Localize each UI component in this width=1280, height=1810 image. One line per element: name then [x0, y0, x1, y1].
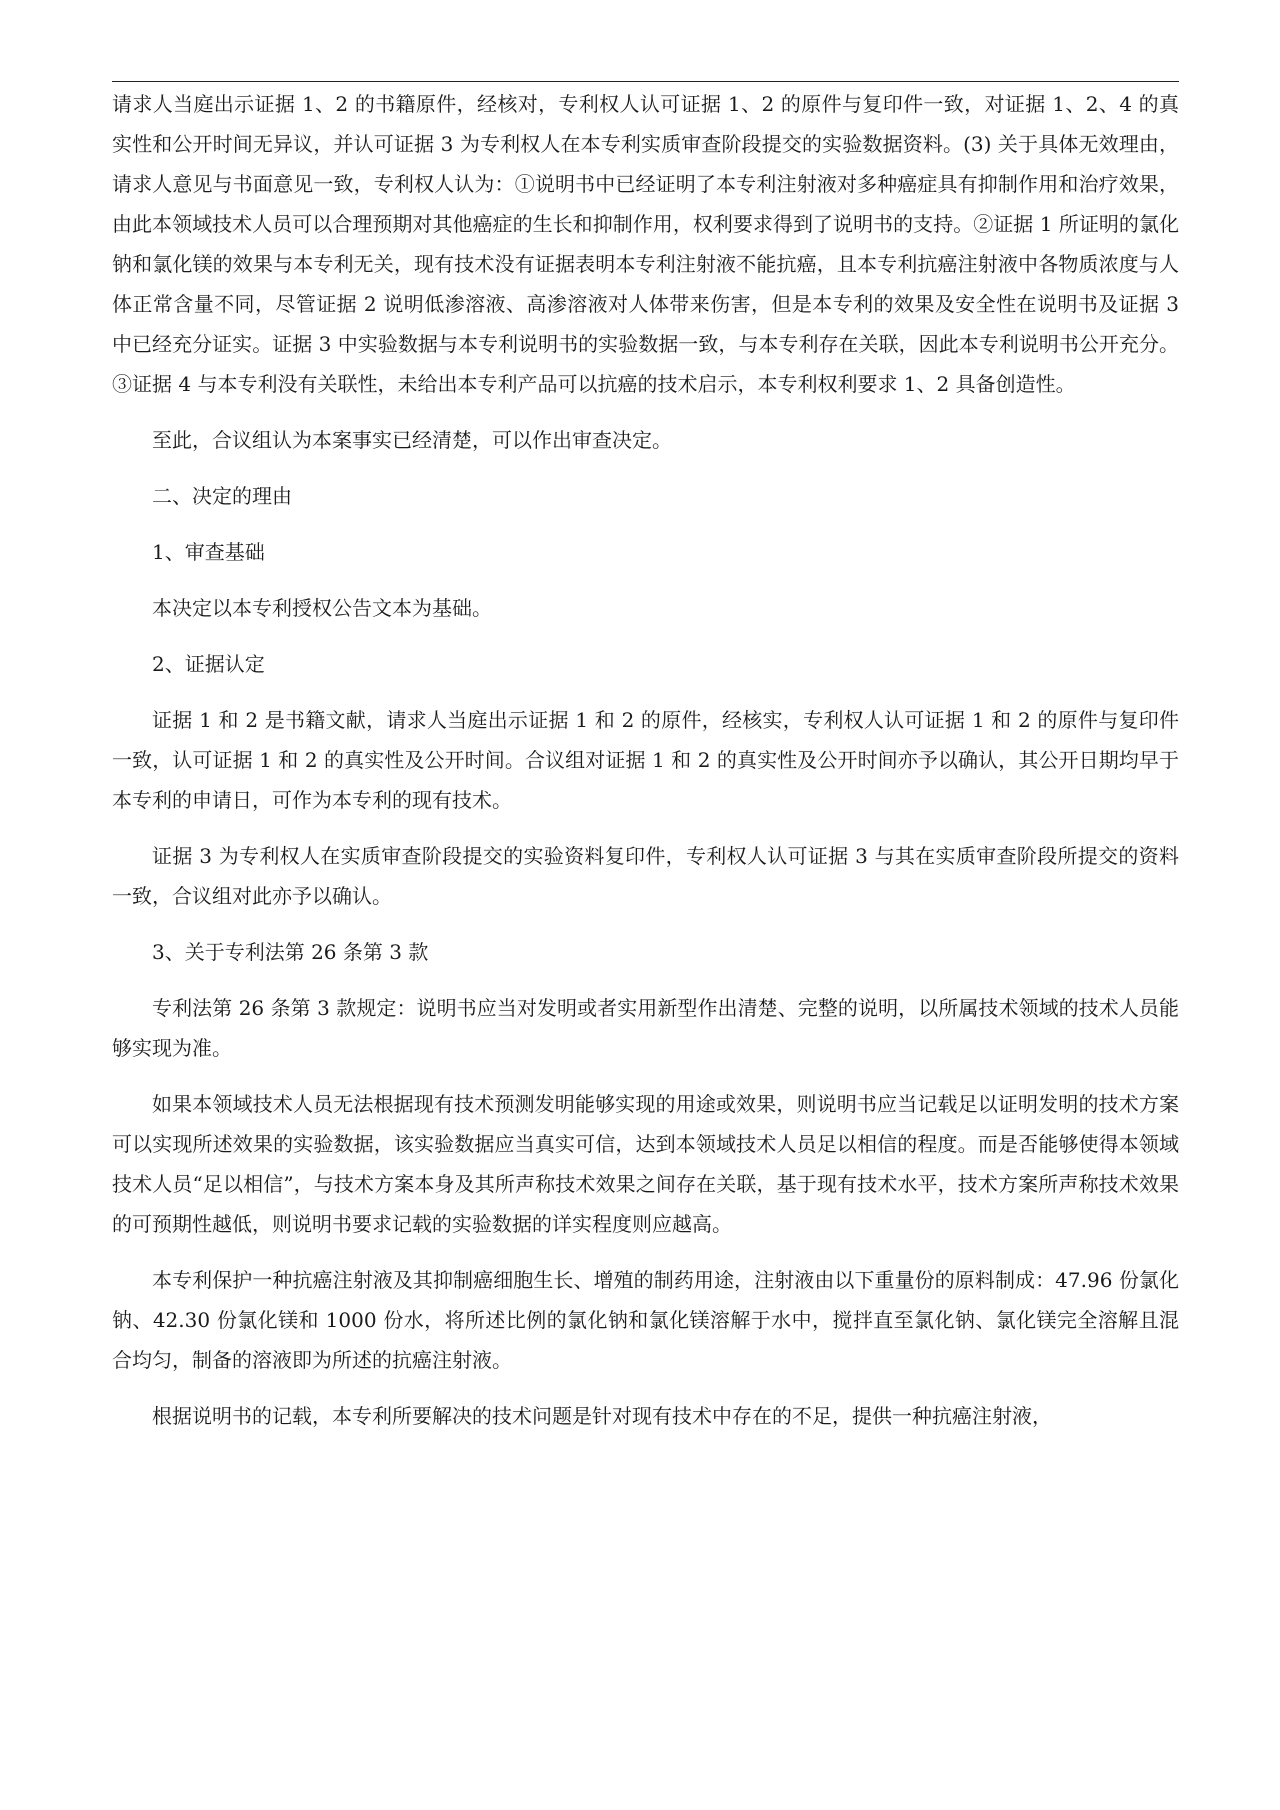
paragraph-continuation: 请求人当庭出示证据 1、2 的书籍原件，经核对，专利权人认可证据 1、2 的原件与复印件一致，对证据 1、2、4 的真实性和公开时间无异议，并认可证据 3 为专利权人在本专利实质审查阶段提交的实验数据资料。(3) 关于具体无效理由，请求人意见与书面意见一致，专利权人认为：①说明书中已经证明了本专利注射液对多种癌症具有抑制作用和治疗效果，由此本领域技术人员可以合理预期对其他癌症的生长和抑制作用，权利要求得到了说明书的支持。②证据 1 所证明的氯化钠和氯化镁的效果与本专利无关，现有技术没有证据表明本专利注射液不能抗癌，且本专利抗癌注射液中各物质浓度与人体正常含量不同，尽管证据 2 说明低渗溶液、高渗溶液对人体带来伤害，但是本专利的效果及安全性在说明书及证据 3 中已经充分证实。证据 3 中实验数据与本专利说明书的实验数据一致，与本专利存在关联，因此本专利说明书公开充分。③证据 4 与本专利没有关联性，未给出本专利产品可以抗癌的技术启示，本专利权利要求 1、2 具备创造性。 [112, 92, 1179, 396]
subsection-heading: 3、关于专利法第 26 条第 3 款 [152, 940, 429, 964]
paragraph: 证据 1 和 2 是书籍文献，请求人当庭出示证据 1 和 2 的原件，经核实，专利权人认可证据 1 和 2 的原件与复印件一致，认可证据 1 和 2 的真实性及公开时间。合议组对证据 1 和 2 的真实性及公开时间亦予以确认，其公开日期均早于本专利的申请日，可作为本专利的现有技术。 [112, 708, 1179, 812]
subsection-heading: 1、审查基础 [152, 540, 265, 564]
header-rule [112, 81, 1179, 82]
paragraph: 证据 3 为专利权人在实质审查阶段提交的实验资料复印件，专利权人认可证据 3 与其在实质审查阶段所提交的资料一致，合议组对此亦予以确认。 [112, 844, 1179, 908]
paragraph: 专利法第 26 条第 3 款规定：说明书应当对发明或者实用新型作出清楚、完整的说明，以所属技术领域的技术人员能够实现为准。 [112, 996, 1179, 1060]
paragraph: 本决定以本专利授权公告文本为基础。 [152, 596, 492, 620]
section-heading: 二、决定的理由 [152, 484, 292, 508]
paragraph: 根据说明书的记载，本专利所要解决的技术问题是针对现有技术中存在的不足，提供一种抗癌注射液， [152, 1404, 1052, 1428]
subsection-heading: 2、证据认定 [152, 652, 265, 676]
paragraph: 本专利保护一种抗癌注射液及其抑制癌细胞生长、增殖的制药用途，注射液由以下重量份的原料制成：47.96 份氯化钠、42.30 份氯化镁和 1000 份水，将所述比例的氯化钠和氯化镁溶解于水中，搅拌直至氯化钠、氯化镁完全溶解且混合均匀，制备的溶液即为所述的抗癌注射液。 [112, 1268, 1179, 1372]
paragraph: 至此，合议组认为本案事实已经清楚，可以作出审查决定。 [152, 428, 672, 452]
paragraph: 如果本领域技术人员无法根据现有技术预测发明能够实现的用途或效果，则说明书应当记载足以证明发明的技术方案可以实现所述效果的实验数据，该实验数据应当真实可信，达到本领域技术人员足以相信的程度。而是否能够使得本领域技术人员“足以相信”，与技术方案本身及其所声称技术效果之间存在关联，基于现有技术水平，技术方案所声称技术效果的可预期性越低，则说明书要求记载的实验数据的详实程度则应越高。 [112, 1092, 1179, 1236]
document-body [112, 84, 1179, 1436]
